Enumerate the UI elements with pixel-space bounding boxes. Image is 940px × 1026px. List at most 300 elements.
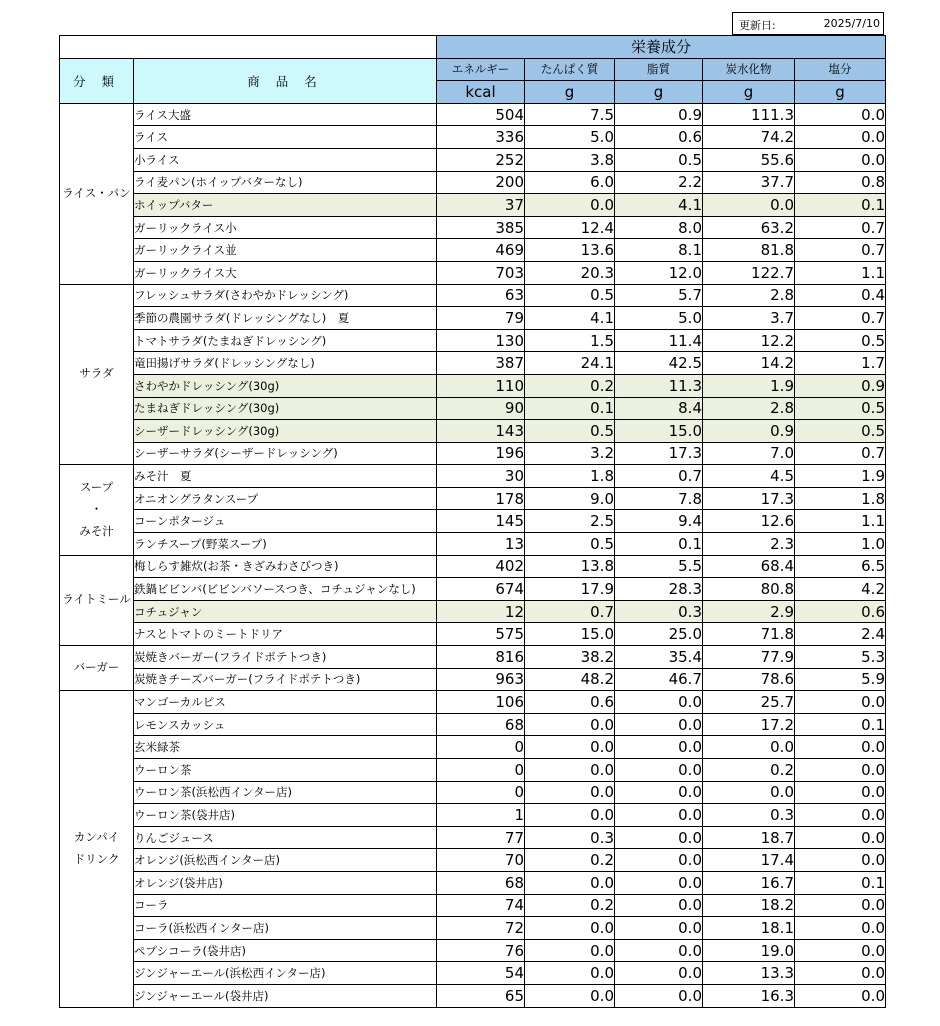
update-date-label: 更新日: (739, 19, 776, 32)
protein-value: 2.5 (525, 510, 615, 533)
protein-value: 0.0 (525, 871, 615, 894)
fat-value: 0.0 (615, 691, 703, 714)
table-row (60, 759, 886, 782)
table-row (60, 533, 886, 556)
carbs-value: 63.2 (703, 216, 795, 239)
fat-value: 4.1 (615, 194, 703, 217)
product-name: フレッシュサラダ(さわやかドレッシング) (134, 284, 437, 307)
update-date-value: 2025/7/10 (823, 17, 880, 30)
energy-value: 145 (437, 510, 525, 533)
fat-value: 0.0 (615, 871, 703, 894)
energy-value: 703 (437, 261, 525, 284)
product-name: オニオングラタンスープ (134, 487, 437, 510)
salt-value: 0.1 (795, 194, 886, 217)
salt-value: 0.0 (795, 894, 886, 917)
protein-value: 0.0 (525, 984, 615, 1007)
salt-value: 1.7 (795, 352, 886, 375)
fat-value: 5.7 (615, 284, 703, 307)
energy-value: 12 (437, 600, 525, 623)
salt-value: 0.0 (795, 781, 886, 804)
product-name: オレンジ(袋井店) (134, 871, 437, 894)
salt-value: 0.0 (795, 103, 886, 126)
product-name: ライス (134, 126, 437, 149)
carbs-value: 0.2 (703, 759, 795, 782)
carbs-value: 111.3 (703, 103, 795, 126)
protein-value: 15.0 (525, 623, 615, 646)
energy-value: 0 (437, 759, 525, 782)
fat-value: 0.0 (615, 781, 703, 804)
energy-value: 143 (437, 420, 525, 443)
salt-value: 0.0 (795, 939, 886, 962)
fat-value: 0.3 (615, 600, 703, 623)
energy-value: 469 (437, 239, 525, 262)
product-name: ジンジャーエール(浜松西インター店) (134, 962, 437, 985)
energy-value: 77 (437, 826, 525, 849)
carbs-value: 12.2 (703, 329, 795, 352)
energy-value: 0 (437, 736, 525, 759)
product-name: 梅しらす雑炊(お茶・きざみわさびつき) (134, 555, 437, 578)
product-name: オレンジ(浜松西インター店) (134, 849, 437, 872)
product-name: ランチスープ(野菜スープ) (134, 533, 437, 556)
salt-value: 0.6 (795, 600, 886, 623)
fat-value: 0.0 (615, 713, 703, 736)
energy-value: 252 (437, 148, 525, 171)
fat-value: 0.0 (615, 736, 703, 759)
product-name: ウーロン茶 (134, 759, 437, 782)
table-row (60, 578, 886, 601)
table-row (60, 465, 886, 488)
salt-value: 1.8 (795, 487, 886, 510)
fat-value: 0.9 (615, 103, 703, 126)
carbs-value: 0.0 (703, 736, 795, 759)
table-row (60, 646, 886, 669)
energy-value: 70 (437, 849, 525, 872)
table-row (60, 555, 886, 578)
fat-header: 脂質 (615, 58, 703, 81)
salt-value: 0.0 (795, 126, 886, 149)
header-row-1 (60, 36, 886, 59)
salt-value: 0.0 (795, 148, 886, 171)
salt-value: 0.0 (795, 804, 886, 827)
fat-value: 0.0 (615, 849, 703, 872)
fat-value: 0.0 (615, 939, 703, 962)
fat-value: 25.0 (615, 623, 703, 646)
table-row (60, 329, 886, 352)
protein-value: 38.2 (525, 646, 615, 669)
salt-value: 0.0 (795, 759, 886, 782)
fat-value: 0.7 (615, 465, 703, 488)
nutrition-header: 栄養成分 (437, 36, 886, 59)
energy-value: 196 (437, 442, 525, 465)
fat-value: 0.0 (615, 984, 703, 1007)
product-name: ウーロン茶(袋井店) (134, 804, 437, 827)
fat-value: 0.0 (615, 759, 703, 782)
energy-value: 130 (437, 329, 525, 352)
category-label: バーガー (73, 660, 120, 675)
table-row (60, 103, 886, 126)
carbs-value: 78.6 (703, 668, 795, 691)
fat-value: 12.0 (615, 261, 703, 284)
carbs-value: 0.9 (703, 420, 795, 443)
category-cell (60, 465, 134, 555)
fat-value: 0.0 (615, 917, 703, 940)
energy-value: 0 (437, 781, 525, 804)
protein-value: 0.7 (525, 600, 615, 623)
carbs-value: 3.7 (703, 307, 795, 330)
nutrition-body (60, 103, 886, 1007)
table-row (60, 713, 886, 736)
table-row (60, 171, 886, 194)
salt-value: 5.3 (795, 646, 886, 669)
energy-value: 674 (437, 578, 525, 601)
product-name: 小ライス (134, 148, 437, 171)
energy-value: 402 (437, 555, 525, 578)
carbs-header: 炭水化物 (703, 58, 795, 81)
protein-value: 0.5 (525, 533, 615, 556)
protein-value: 0.2 (525, 374, 615, 397)
category-cell (60, 691, 134, 1007)
carbs-value: 74.2 (703, 126, 795, 149)
table-row (60, 307, 886, 330)
category-label: スープ ・ みそ汁 (79, 480, 114, 538)
product-name: ナスとトマトのミートドリア (134, 623, 437, 646)
carbs-value: 37.7 (703, 171, 795, 194)
salt-value: 1.9 (795, 465, 886, 488)
energy-value: 76 (437, 939, 525, 962)
carbs-value: 77.9 (703, 646, 795, 669)
category-cell (60, 103, 134, 284)
product-name: シーザードレッシング(30g) (134, 420, 437, 443)
category-label: ライトミール (62, 592, 131, 607)
protein-value: 4.1 (525, 307, 615, 330)
carbs-value: 2.8 (703, 397, 795, 420)
table-row (60, 691, 886, 714)
energy-value: 90 (437, 397, 525, 420)
carbs-unit: g (703, 81, 795, 104)
energy-value: 816 (437, 646, 525, 669)
salt-value: 0.5 (795, 420, 886, 443)
table-row (60, 668, 886, 691)
protein-value: 1.8 (525, 465, 615, 488)
salt-header: 塩分 (795, 58, 886, 81)
salt-unit: g (795, 81, 886, 104)
fat-value: 11.3 (615, 374, 703, 397)
salt-value: 0.9 (795, 374, 886, 397)
product-name: 竜田揚げサラダ(ドレッシングなし) (134, 352, 437, 375)
carbs-value: 17.3 (703, 487, 795, 510)
energy-value: 336 (437, 126, 525, 149)
carbs-value: 17.2 (703, 713, 795, 736)
carbs-value: 18.2 (703, 894, 795, 917)
energy-value: 30 (437, 465, 525, 488)
product-name: 炭焼きチーズバーガー(フライドポテトつき) (134, 668, 437, 691)
protein-value: 0.0 (525, 736, 615, 759)
protein-value: 0.2 (525, 849, 615, 872)
salt-value: 5.9 (795, 668, 886, 691)
table-row (60, 442, 886, 465)
fat-value: 9.4 (615, 510, 703, 533)
fat-value: 11.4 (615, 329, 703, 352)
product-name: ジンジャーエール(袋井店) (134, 984, 437, 1007)
table-row (60, 374, 886, 397)
carbs-value: 80.8 (703, 578, 795, 601)
product-name: 炭焼きバーガー(フライドポテトつき) (134, 646, 437, 669)
fat-value: 8.4 (615, 397, 703, 420)
protein-value: 24.1 (525, 352, 615, 375)
protein-value: 6.0 (525, 171, 615, 194)
energy-value: 54 (437, 962, 525, 985)
energy-value: 13 (437, 533, 525, 556)
category-label: カンパイ ドリンク (73, 830, 120, 866)
salt-value: 0.0 (795, 917, 886, 940)
protein-value: 0.0 (525, 781, 615, 804)
product-name: シーザーサラダ(シーザードレッシング) (134, 442, 437, 465)
product-name: ガーリックライス大 (134, 261, 437, 284)
salt-value: 0.7 (795, 442, 886, 465)
protein-value: 48.2 (525, 668, 615, 691)
energy-value: 178 (437, 487, 525, 510)
table-row (60, 600, 886, 623)
salt-value: 0.7 (795, 216, 886, 239)
table-row (60, 623, 886, 646)
category-cell (60, 555, 134, 645)
carbs-value: 0.3 (703, 804, 795, 827)
protein-value: 0.0 (525, 194, 615, 217)
product-header: 商 品 名 (134, 58, 437, 103)
protein-value: 0.0 (525, 917, 615, 940)
table-row (60, 939, 886, 962)
salt-value: 1.0 (795, 533, 886, 556)
energy-value: 200 (437, 171, 525, 194)
table-row (60, 849, 886, 872)
product-name: コーラ(浜松西インター店) (134, 917, 437, 940)
energy-value: 387 (437, 352, 525, 375)
fat-value: 5.0 (615, 307, 703, 330)
product-name: ライ麦パン(ホイップバターなし) (134, 171, 437, 194)
fat-value: 0.0 (615, 962, 703, 985)
carbs-value: 16.3 (703, 984, 795, 1007)
category-label: ライス・パン (62, 185, 131, 200)
category-header: 分 類 (60, 58, 134, 103)
fat-value: 8.0 (615, 216, 703, 239)
product-name: 季節の農園サラダ(ドレッシングなし) 夏 (134, 307, 437, 330)
table-row (60, 984, 886, 1007)
energy-value: 63 (437, 284, 525, 307)
salt-value: 6.5 (795, 555, 886, 578)
energy-value: 68 (437, 713, 525, 736)
carbs-value: 2.9 (703, 600, 795, 623)
product-name: コーンポタージュ (134, 510, 437, 533)
energy-value: 65 (437, 984, 525, 1007)
category-label: サラダ (79, 366, 114, 381)
product-name: ホイップバター (134, 194, 437, 217)
table-row (60, 917, 886, 940)
salt-value: 0.7 (795, 239, 886, 262)
table-row (60, 871, 886, 894)
table-row (60, 894, 886, 917)
carbs-value: 16.7 (703, 871, 795, 894)
carbs-value: 81.8 (703, 239, 795, 262)
energy-value: 74 (437, 894, 525, 917)
fat-value: 0.0 (615, 826, 703, 849)
table-row (60, 126, 886, 149)
salt-value: 0.1 (795, 713, 886, 736)
table-row (60, 239, 886, 262)
table-row (60, 781, 886, 804)
carbs-value: 1.9 (703, 374, 795, 397)
carbs-value: 18.1 (703, 917, 795, 940)
carbs-value: 13.3 (703, 962, 795, 985)
fat-value: 28.3 (615, 578, 703, 601)
fat-value: 7.8 (615, 487, 703, 510)
energy-value: 68 (437, 871, 525, 894)
protein-value: 12.4 (525, 216, 615, 239)
table-row (60, 826, 886, 849)
protein-value: 7.5 (525, 103, 615, 126)
salt-value: 0.0 (795, 691, 886, 714)
protein-value: 0.0 (525, 939, 615, 962)
salt-value: 0.0 (795, 984, 886, 1007)
energy-value: 110 (437, 374, 525, 397)
product-name: ウーロン茶(浜松西インター店) (134, 781, 437, 804)
protein-value: 3.2 (525, 442, 615, 465)
fat-value: 15.0 (615, 420, 703, 443)
salt-value: 0.8 (795, 171, 886, 194)
product-name: コーラ (134, 894, 437, 917)
product-name: トマトサラダ(たまねぎドレッシング) (134, 329, 437, 352)
protein-value: 0.5 (525, 284, 615, 307)
product-name: ペプシコーラ(袋井店) (134, 939, 437, 962)
protein-value: 0.0 (525, 759, 615, 782)
energy-value: 504 (437, 103, 525, 126)
table-row (60, 261, 886, 284)
protein-value: 0.1 (525, 397, 615, 420)
carbs-value: 17.4 (703, 849, 795, 872)
table-row (60, 194, 886, 217)
salt-value: 0.0 (795, 736, 886, 759)
product-name: ガーリックライス小 (134, 216, 437, 239)
carbs-value: 68.4 (703, 555, 795, 578)
fat-value: 0.1 (615, 533, 703, 556)
fat-value: 17.3 (615, 442, 703, 465)
fat-unit: g (615, 81, 703, 104)
fat-value: 46.7 (615, 668, 703, 691)
energy-value: 385 (437, 216, 525, 239)
product-name: ガーリックライス並 (134, 239, 437, 262)
protein-value: 0.0 (525, 962, 615, 985)
salt-value: 0.0 (795, 826, 886, 849)
salt-value: 0.7 (795, 307, 886, 330)
carbs-value: 18.7 (703, 826, 795, 849)
protein-value: 0.0 (525, 713, 615, 736)
table-row (60, 397, 886, 420)
fat-value: 5.5 (615, 555, 703, 578)
table-row (60, 148, 886, 171)
protein-value: 13.6 (525, 239, 615, 262)
fat-value: 35.4 (615, 646, 703, 669)
protein-value: 9.0 (525, 487, 615, 510)
carbs-value: 2.8 (703, 284, 795, 307)
table-row (60, 804, 886, 827)
salt-value: 0.5 (795, 397, 886, 420)
carbs-value: 0.0 (703, 781, 795, 804)
carbs-value: 2.3 (703, 533, 795, 556)
salt-value: 1.1 (795, 261, 886, 284)
energy-value: 106 (437, 691, 525, 714)
salt-value: 0.0 (795, 962, 886, 985)
table-row (60, 284, 886, 307)
product-name: りんごジュース (134, 826, 437, 849)
protein-value: 0.6 (525, 691, 615, 714)
product-name: マンゴーカルピス (134, 691, 437, 714)
product-name: たまねぎドレッシング(30g) (134, 397, 437, 420)
fat-value: 0.6 (615, 126, 703, 149)
carbs-value: 4.5 (703, 465, 795, 488)
nutrition-table (59, 35, 886, 1008)
table-row (60, 736, 886, 759)
carbs-value: 14.2 (703, 352, 795, 375)
energy-value: 963 (437, 668, 525, 691)
energy-value: 1 (437, 804, 525, 827)
energy-value: 37 (437, 194, 525, 217)
product-name: ライス大盛 (134, 103, 437, 126)
protein-value: 1.5 (525, 329, 615, 352)
energy-value: 575 (437, 623, 525, 646)
product-name: 玄米緑茶 (134, 736, 437, 759)
table-row (60, 962, 886, 985)
table-row (60, 420, 886, 443)
protein-value: 0.0 (525, 804, 615, 827)
carbs-value: 19.0 (703, 939, 795, 962)
protein-value: 5.0 (525, 126, 615, 149)
protein-value: 0.3 (525, 826, 615, 849)
salt-value: 4.2 (795, 578, 886, 601)
salt-value: 0.4 (795, 284, 886, 307)
salt-value: 1.1 (795, 510, 886, 533)
fat-value: 2.2 (615, 171, 703, 194)
table-row (60, 352, 886, 375)
product-name: コチュジャン (134, 600, 437, 623)
fat-value: 0.0 (615, 804, 703, 827)
product-name: 鉄鍋ビビンバ(ビビンバソースつき、コチュジャンなし) (134, 578, 437, 601)
energy-value: 72 (437, 917, 525, 940)
update-date-box (732, 12, 884, 35)
carbs-value: 25.7 (703, 691, 795, 714)
energy-header: エネルギー (437, 58, 525, 81)
carbs-value: 55.6 (703, 148, 795, 171)
protein-value: 0.5 (525, 420, 615, 443)
product-name: みそ汁 夏 (134, 465, 437, 488)
fat-value: 0.0 (615, 894, 703, 917)
salt-value: 2.4 (795, 623, 886, 646)
protein-value: 0.2 (525, 894, 615, 917)
protein-value: 17.9 (525, 578, 615, 601)
category-cell (60, 284, 134, 465)
fat-value: 8.1 (615, 239, 703, 262)
table-row (60, 487, 886, 510)
fat-value: 42.5 (615, 352, 703, 375)
energy-unit: kcal (437, 81, 525, 104)
product-name: さわやかドレッシング(30g) (134, 374, 437, 397)
product-name: レモンスカッシュ (134, 713, 437, 736)
category-cell (60, 646, 134, 691)
protein-header: たんぱく質 (525, 58, 615, 81)
salt-value: 0.0 (795, 849, 886, 872)
carbs-value: 122.7 (703, 261, 795, 284)
protein-value: 13.8 (525, 555, 615, 578)
table-row (60, 216, 886, 239)
carbs-value: 0.0 (703, 194, 795, 217)
